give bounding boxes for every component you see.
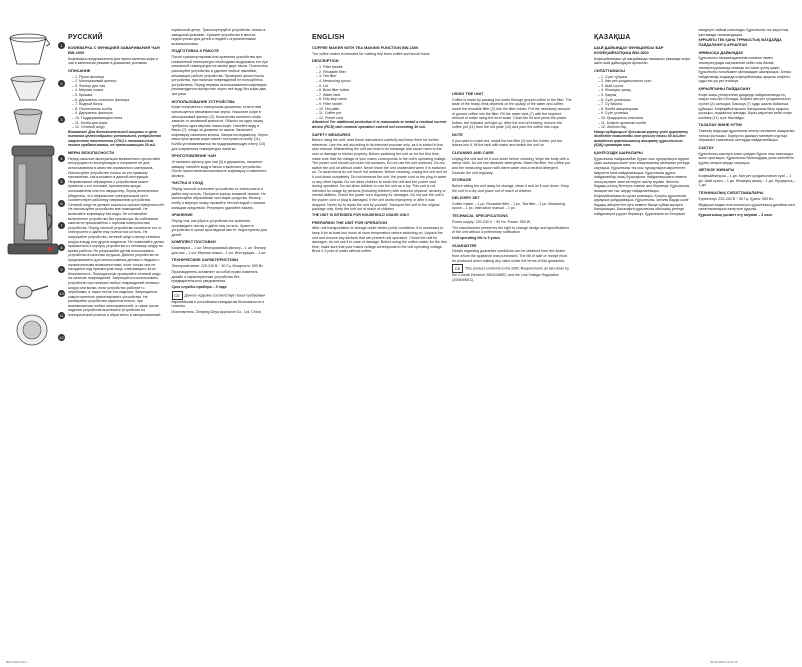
kit-text: Coffee maker – 1 pc. Reusable filter – 1 pc. Tea filter – 1 pc. Measuring spoon – 1 pc. Instruction manual – 1 pc. [452,201,566,211]
list-item: – 4. Мерная ложка [72,88,165,93]
storage-heading: САҚТАУ [698,144,714,150]
figure-number: 1 [58,42,65,49]
list-item: – 6. Держатель съемного фильтра [72,98,165,103]
figure-number: 7 [58,222,65,229]
warranty-text: Производитель оставляет за собой право изменять дизайн и характеристики устройства без предварительного уведомления. [171,269,258,284]
intro-text: The coffee maker is intended for making drip brew coffee and tea at home. [312,51,431,56]
care-heading: ТАЗАЛАУ ЖӘНЕ КҮТІМ [698,122,742,128]
usage-text: Coffee is made by passing hot water through ground coffee in the filter. The taste of the ready drink depends on the quality of the water and coffee. Insert the reusable filter (2) into the filter holder. Put the necessary amount of ground coffee into the filter. Fill the water tank (7) with the required amount of water using the level scale. Close the lid and press the power button, the indicator will light up. After the end of brewing, remove the coffee pot (11) from the hot plate (10) and pour the coffee into cups. [452,97,572,130]
print-footer-left: BW-1600.indd 1 [6,660,28,664]
figure-number: 12 [59,335,64,340]
tech-text: Қоректенуі: 220-240 В ~ 50 Гц. Қуаты: 550 Вт. [698,196,774,201]
figure-number: 2 [58,80,65,87]
description-heading: СИПАТТАМАСЫ [594,67,625,73]
eu-conformity-label: Данное изделие соответствует всем требуемым европейским и российским стандартам безопасности и гигиены. [171,293,265,309]
ce-logo-icon: CE [452,264,463,273]
list-item: – 2. Многоразовый фильтр [72,79,165,84]
lifetime-text: Срок службы прибора – 3 года [171,284,227,289]
safety-text: Перед началом эксплуатации внимательно прочитайте инструкцию по эксплуатации и сохраните её для использования в качестве справочного материала. Используйте устройство только по его прямому назначению, как изложено в данной инструкции. Неправильное обращение с устройством может привести к его поломке, причинению вреда пользователю или его имуществу. Перед включением убедитесь, что напряжение электрической сети соответствует рабочему напряжению устройства. Сетевой шнур не должен касаться горячих поверхностей. Не используйте устройство вне помещений. Не включайте кофеварку без воды. Не оставляйте включённое устройство без присмотра. Во избежание ожогов не прикасайтесь к горячим поверхностям устройства. Перед чисткой устройства отключите его от электросети и дайте ему полностью остыть. Не погружайте устройство, сетевой шнур и вилку сетевого шнура в воду или другие жидкости. Не позволяйте детям прикасаться к корпусу устройства и к сетевому шнуру во время работы. Не разрешайте детям использовать устройство в качестве игрушки. Данное устройство не предназначено для использования детьми и людьми с ограниченными возможностями, если только они не находятся под присмотром лица, отвечающего за их безопасность. Периодически проверяйте сетевой шнур на наличие повреждений. Запрещается использовать устройство при наличии любых повреждений сетевого шнура или вилки, если устройство работает с перебоями, а также после его падения. Запрещается самостоятельно ремонтировать устройство. Не разбирайте устройство самостоятельно, при возникновении любых неисправностей, а также после падения устройства выключите устройство из электрической розетки и обратитесь в авторизованный сервисный центр. Транспортируйте устройство только в заводской упаковке. Храните устройство в местах, недоступных для детей и людей с ограниченными возможностями. [68,28,266,318]
list-item: – 4. Өлшеуіш қасық [598,88,692,93]
list-item: – 1. Ручка фильтра [72,75,165,80]
household-note: THE UNIT IS INTENDED FOR HOUSEHOLD USAGE ONLY [312,212,410,217]
list-item: – 3. Tea filter [316,74,447,79]
figure-number: 3 [58,116,65,123]
list-item: – 10. Қыздырғыш пластина [598,116,692,121]
print-footer-right: 05.03.2015 13:07:10 [710,660,738,664]
household-note: ҚҰРЫЛҒЫ ТЕК ҚАНА ТҰРМЫСТЫҚ ЖАҒДАЙДА ПАЙДАЛАНУҒА АРНАЛҒАН [698,38,782,47]
usage-heading: USING THE UNIT [452,91,484,96]
storage-heading: ХРАНЕНИЕ [171,212,193,218]
description-heading: DESCRIPTION [312,58,339,64]
prep-text: Құрылғыны тасымалдағаннан немесе төмен температурада сақтағаннан кейін оны бөлме температурасында кемінде екі сағат ұстау қажет. Құрылғыны толығымен қаптамадан шығарыңыз. Алғаш пайдаланар алдында кофеқайнатқыш арқылы кофесіз суды екі-үш рет өткізіңіз. [698,56,792,84]
safety-heading: ҚАУІПСІЗДІК ШАРАЛАРЫ [594,150,643,156]
figure-number: 8 [58,244,65,251]
storage-text: Құрылғыны сақтауға алып қоюдан бұрын оны тазалаңыз және суытыңыз. Құрылғыны балалардың қолы жетпейтін құрғақ салқын жерде сақтаңыз. [698,151,794,165]
tech-heading: TECHNICAL SPECIFICATIONS [452,213,508,219]
tea-text: Установите фильтр для чая (3) в держатель, насыпьте заварку, налейте воду в бачок и включите устройство. После приготовления выключите кофеварку и извлеките фильтр. [171,160,267,178]
section-title: ENGLISH [312,34,345,41]
usage-heading: ҚҰРЫЛҒЫНЫ ПАЙДАЛАНУ [698,85,751,91]
tea-filter-illustration [10,108,46,138]
product-title: КОФЕВАРКА С ФУНКЦИЕЙ ЗАВАРИВАНИЯ ЧАЯ BW-1600 [68,45,160,55]
description-heading: ОПИСАНИЕ [68,67,91,73]
kit-heading: ЖЕТКІЗУ ЖИНАҒЫ [698,167,735,173]
care-text: Тазалау алдында құрылғыны электр желісінен ажыратып, толық суытыңыз. Корпусты дымқыл матамен сүртіңіз. Абразивті тазалағыш заттарды пайдаланбаңыз. [698,129,796,143]
usage-text: Кофе получается с наилучшим ароматом, если в нем используется свежемолотые зерна. Насыпьте кофе в многоразовый фильтр (2). Количество молотого кофе зависит от желаемой крепости. Обычно на одну чашку требуется одна мерная ложка кофе. Налейте воду в бачок (7), следя за уровнем по шкале. Включите кофеварку нажатием кнопки. Загорится индикатор. Через некоторое время кофе начнёт поступать в колбу (11). Колба устанавливается на поддерживающую плиту (10) для сохранения температуры напитка. [171,105,268,151]
storage-heading: STORAGE [452,177,472,183]
tea-heading: ПРИГОТОВЛЕНИЕ ЧАЯ [171,153,216,159]
prep-heading: ПОДГОТОВКА К РАБОТЕ [171,48,219,54]
guarantee-heading: GUARANTEE [452,242,477,248]
list-item: – 4. Measuring spoon [316,79,447,84]
list-item: – 8. Отключатель колбы [72,107,165,112]
section-title: РУССКИЙ [68,34,103,41]
prep-text: После транспортировки или хранения устройства при пониженной температуре необходимо выдержать его при комнатной температуре не менее двух часов. Полностью распакуйте устройство и удалите любые наклейки, мешающие работе устройства. Проверьте целостность устройства, при наличии повреждений не пользуйтесь устройством. Перед первым использованием кофеварки рекомендуется пропустить через неё воду без кофе два-три раза. [171,55,268,96]
tech-text: Power supply: 220-240 V ~ 50 Hz. Power: 550 W. [452,219,532,224]
tea-text: If you want to make tea, install the tea filter (3) into the holder, put tea leaves into it, fill the tank with water and switch the unit on. [452,138,563,148]
lifetime-text: Құрылғының қызмет ету мерзімі – 3 жыл [698,212,773,217]
prep-text: After unit transportation or storage under winter (cold) conditions, it is necessary to keep it for at least two hours at room temperature before switching on. Unpack the unit and remove any stickers that can prevent unit operation. Check the unit for damages, do not use it in case of damage. Before using the coffee maker for the first time, make sure that your mains voltage corresponds to the unit operating voltage. Brew 2-3 pots of water without coffee. [312,226,447,254]
eu-conformity-label: This product conforms to the EMC-Requirements as laid down by the Council Directive 2004/108/EC and the Low Voltage Regulation (2006/95/EC). [452,266,569,282]
english-section [312,28,447,653]
attention-text: Назар аударыңыз! Қосымша қорғау үшін қоректену тізбегіне номиналды іске қосылу тогы 30 мА-ден аспайтын қорғаныштық ажырату құрылғысын (ҚАҚ) орнатқан жөн. [594,129,689,148]
care-heading: ЧИСТКА И УХОД [171,180,203,186]
tech-text: Электропитание: 220-240 В ~ 50 Гц. Мощность: 550 Вт. [171,264,264,269]
eu-conformity-text [452,264,572,282]
list-item: – 3. Фильтр для чая [72,84,165,89]
list-item: – 5. Крышка [72,93,165,98]
list-item: – 12. Power cord [316,116,447,121]
warranty-text: The manufacturer preserves the right to change design and specifications of the unit without a preliminary notification. [452,225,570,235]
care-text: Unplug the unit and let it cool down before cleaning. Wipe the body with a damp cloth. Do not use abrasive detergents. Wash the filter, the coffee pot and the measuring spoon with warm water and a neutral detergent. Descale the unit regularly. [452,156,570,175]
tech-heading: ТЕХНИЧЕСКИЕ ХАРАКТЕРИСТИКИ [171,257,239,263]
parts-list [594,75,692,130]
list-item: – 6. Сүзгі ұстағышы [598,98,692,103]
measuring-spoon-illustration [14,280,50,302]
list-item: – 11. Колба для кофе [72,121,165,126]
list-item: – 2. Көп рет қолданылатын сүзгі [598,79,692,84]
intro-text: Кофеварка предназначена для приготовления кофе и чая в капельном режиме в домашних условиях. [68,56,159,66]
product-title: COFFEE MAKER WITH TEA MAKING FUNCTION BW-1600 [312,45,419,50]
guarantee-text: Details regarding guarantee conditions can be obtained from the dealer from whom the appliance was purchased. The bill of sale or receipt must be produced when making any claim under the terms of this guarantee. [452,249,568,263]
tech-heading: ТЕХНИКАЛЫҚ СИПАТТАМАЛАРЫ [698,190,764,196]
russian-section [68,28,268,653]
list-item: – 11. Coffee pot [316,111,447,116]
usage-text: Кофе жаңа ұнтақталған дәндерді пайдаланғанда ең жақсы хош иісті болады. Кофені көп рет қолданылатын сүзгіге (2) салыңыз. Бачокқа (7) суды шкала бойынша құйыңыз. Кофеқайнатқышты батырманы басу арқылы қосыңыз, индикатор жанады. Біраз уақыттан кейін кофе колбаға (11) түсе бастайды. [698,92,792,120]
list-item: – 1. Filter handle [316,65,447,70]
list-item: – 9. Держатель фильтра [72,111,165,116]
care-text: Перед чисткой отключите устройство от электросети и дайте ему остыть. Протрите корпус влажной тканью. Не используйте абразивные чистящие средства. Фильтр, колбу и мерную ложку промойте тёплой водой с мягким моющим средством. Регулярно удаляйте накипь. [171,187,266,210]
safety-text: Before using the unit, read these instructions carefully and keep them for further reference. Use the unit according to its intended purpose only, as it is stated in this user manual. Mishandling the unit can lead to its breakage and cause harm to the user or damage to his/her property. Before switching the unit on for the first time, make sure that the voltage of your mains corresponds to the unit's operating voltage. The power cord should not touch hot surfaces. Do not use the unit outdoors. Do not switch the unit on without water. Never leave the unit unattended when it is switched on. To avoid burns do not touch hot surfaces. Before cleaning, unplug the unit and let it cool down completely. Do not immerse the unit, the power cord or the plug in water or any other liquids. Do not allow children to touch the unit and the power cord during operation. Do not allow children to use the unit as a toy. This unit is not intended for usage by persons (including children) with reduced physical, sensory or mental abilities. Check the power cord regularly for damages. Do not use the unit if the power cord or plug is damaged, if the unit works improperly or after it was dropped. Never try to repair the unit by yourself. Transport the unit in the original package only. Keep the unit out of reach of children. [312,138,447,212]
usage-heading: ИСПОЛЬЗОВАНИЕ УСТРОЙСТВА [171,98,235,104]
product-title: ШАЙ ДАЙЫНДАУ ФУНКЦИЯСЫ БАР КОФЕҚАЙНАТҚЫШ BW-1600 [594,45,664,55]
prep-heading: ЖҰМЫСҚА ДАЙЫНДАУ [698,49,744,55]
lifetime-text: Unit operating life is 3 years [452,236,500,241]
parts-list [68,75,165,130]
safety-heading: МЕРЫ БЕЗОПАСНОСТИ [68,150,115,156]
figure-number: 10 [59,291,64,296]
kit-heading: КОМПЛЕКТ ПОСТАВКИ [171,239,216,245]
storage-text: Before taking the unit away for storage, clean it and let it cool down. Keep the unit in a dry cool place out of reach of children. [452,183,570,193]
storage-text: Перед тем, как убрать устройство на хранение, произведите чистку и дайте ему остыть. Храните устройство в сухом прохладном месте, недоступном для детей. [171,218,267,237]
intro-text: Кофеқайнатқыш үй жағдайында тамшылы режимде кофе және шай дайындауға арналған. [594,56,691,66]
list-item: – 3. Шай сүзгісі [598,84,692,89]
list-item: – 10. Поддерживающая плита [72,116,165,121]
section-title: ҚАЗАҚША [594,34,631,41]
figure-number: 5 [58,178,65,185]
list-item: – 6. Bowl filter holder [316,88,447,93]
safety-heading: SAFETY MEASURES [312,131,351,137]
english-section-continued [452,28,572,653]
list-item: – 9. Сүзгі ұстағыш [598,111,692,116]
maker-text: Изготовитель: Zhejiang Deya Appliance Co., Ltd. China [171,310,261,315]
safety-text: Құрылғыны пайдаланбас бұрын осы нұсқаулықты мұқият оқып шығыңыз және оны анықтамалық материал ретінде сақтаңыз. Құрылғыны тек осы нұсқаулықта көрсетілген мақсатта ғана пайдаланыңыз. Құрылғыны дұрыс пайдаланбау оның бұзылуына, пайдаланушыға немесе оның мүлкіне зиян келтіруге әкелуі мүмкін. Желілік баудың ыстық беттерге тиюіне жол бермеңіз. Құрылғыны ғимараттан тыс жерде пайдаланбаңыз. Кофеқайнатқышты сусыз қоспаңыз. Қосулы құрылғыны қараусыз қалдырмаңыз. Құрылғыны, желілік бауды және баудың айыртетігін суға немесе басқа сұйықтықтарға батырмаңыз. Балаларға құрылғыны ойыншық ретінде пайдалануға рұқсат бермеңіз. Құрылғыны өз бетіңізше жөндеуге тыйым салынады. Құрылғыны тек зауыттық қаптамада тасымалдаңыз. [594,28,789,216]
prep-heading: PREPARING THE UNIT FOR OPERATION [312,219,388,225]
list-item: – 1. Сүзгі тұтқасы [598,75,692,80]
list-item: – 7. Water tank [316,93,447,98]
list-item: – 12. Сетевой шнур [72,125,165,130]
warranty-text: Өндіруші алдын ала ескертусіз құрылғының дизайны мен сипаттамаларын өзгертуге құқылы. [698,202,795,212]
list-item: – 2. Reusable filter [316,70,447,75]
list-item: – 7. Водный бачок [72,102,165,107]
tea-heading: NOTE [452,131,463,137]
figure-number: 9 [58,266,65,273]
reusable-filter-illustration [8,74,48,104]
figure-number: 6 [58,200,65,207]
list-item: – 10. Hot plate [316,107,447,112]
list-item: – 12. Желілік бау [598,125,692,130]
list-item: – 9. Filter holder [316,102,447,107]
list-item: – 8. Колба ажыратқышы [598,107,692,112]
ce-logo-icon: CE [172,291,183,300]
coffee-maker-illustration [4,144,62,264]
list-item: – 5. Lid [316,84,447,89]
figure-number: 4 [58,155,65,162]
list-item: – 11. Кофеге арналған колба [598,121,692,126]
list-item: – 5. Қақпақ [598,93,692,98]
list-item: – 8. Drip stop valve [316,97,447,102]
kit-text: Кофеварка – 1 шт. Многоразовый фильтр – 1 шт. Фильтр для чая – 1 шт. Мерная ложка – 1 шт. Инструкция – 1 шт. [171,246,267,255]
attention-text: Attention! For additional protection it is reasonable to install a residual current device (RCD) with nominal operation current not exceeding 30 mA. [312,120,447,129]
figures-column [4,30,62,380]
list-item: – 7. Су бачогы [598,102,692,107]
parts-list [312,65,447,120]
lid-illustration [14,310,50,350]
figure-number: 11 [59,313,64,318]
attention-text: Внимание! Для дополнительной защиты в цепи питания целесообразно установить устройство защитного отключения (УЗО) с номинальным током срабатывания, не превышающим 30 мА. [68,129,162,148]
care-heading: CLEANING AND CARE [452,149,494,155]
kit-text: Кофеқайнатқыш – 1 дн. Көп рет қолданылатын сүзгі – 1 дн. Шай сүзгісі – 1 дн. Өлшеуіш қасық – 1 дн. Нұсқаулық – 1 дн. [698,174,796,188]
filter-basket-illustration [6,30,50,72]
eu-conformity-text [172,291,269,309]
kazakh-section [594,28,796,653]
kit-heading: DELIVERY SET [452,195,480,201]
